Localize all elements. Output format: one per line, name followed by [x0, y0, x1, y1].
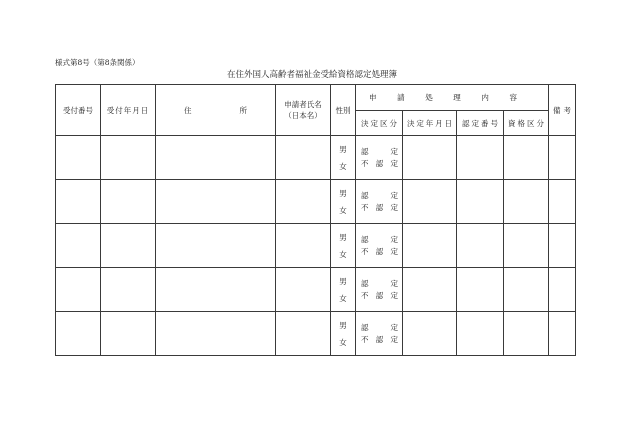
- gender-male-option: 男: [339, 144, 347, 154]
- character: 認: [375, 246, 384, 256]
- decision-date-cell: [403, 268, 457, 312]
- table-row: [56, 224, 576, 268]
- table-row: [56, 180, 576, 224]
- character: 定: [416, 118, 424, 128]
- certification-number-cell: [457, 312, 504, 356]
- decision-certified-option: [361, 146, 398, 158]
- character: 月: [435, 118, 443, 128]
- remarks-cell: [549, 136, 576, 180]
- reception-date-cell: [101, 224, 156, 268]
- character: 定: [390, 323, 398, 332]
- header-applicant-name-note: （日本名）: [284, 111, 322, 120]
- character: 定: [390, 235, 398, 244]
- decision-not-certified-option: [361, 246, 398, 258]
- character: 定: [390, 147, 398, 156]
- reception-number-cell: [56, 268, 101, 312]
- applicant-name-cell: [276, 268, 331, 312]
- character: 分: [389, 118, 397, 128]
- character: 認: [361, 279, 369, 288]
- reception-number-cell: [56, 224, 101, 268]
- gender-cell: [331, 180, 356, 224]
- qualification-category-cell: [504, 136, 549, 180]
- header-application-processing: [356, 85, 549, 111]
- character: 不: [361, 290, 369, 300]
- character: 不: [361, 158, 369, 168]
- header-reception-number: 受付番号: [56, 85, 101, 136]
- character: 認: [361, 191, 369, 200]
- character: 番: [481, 118, 489, 128]
- certification-number-cell: [457, 224, 504, 268]
- character: 区: [527, 118, 535, 128]
- character: 定: [390, 202, 398, 212]
- decision-not-certified-option: [361, 334, 398, 346]
- qualification-category-cell: [504, 268, 549, 312]
- gender-male-option: 男: [339, 232, 347, 242]
- decision-options: [361, 190, 398, 213]
- character: 分: [536, 118, 544, 128]
- gender-male-option: 男: [339, 188, 347, 198]
- gender-options: [331, 317, 355, 351]
- reception-date-cell: [101, 312, 156, 356]
- character: 不: [361, 246, 369, 256]
- character: 所: [239, 105, 247, 115]
- certification-number-cell: [457, 136, 504, 180]
- character: 認: [375, 334, 384, 344]
- gender-female-option: 女: [339, 337, 347, 347]
- decision-date-cell: [403, 312, 457, 356]
- character: 定: [390, 191, 398, 200]
- decision-category-cell: [356, 180, 403, 224]
- gender-options: [331, 229, 355, 263]
- character: 申: [369, 93, 377, 102]
- header-remarks-label: [553, 105, 571, 116]
- qualification-category-cell: [504, 312, 549, 356]
- character: 処: [425, 93, 433, 102]
- gender-options: [331, 185, 355, 219]
- character: 年: [425, 118, 434, 128]
- gender-male-option: 男: [339, 320, 347, 330]
- character: 認: [375, 202, 384, 212]
- decision-not-certified-option: [361, 158, 398, 170]
- header-qualification-category-label: [508, 118, 544, 129]
- reception-date-cell: [101, 268, 156, 312]
- remarks-cell: [549, 312, 576, 356]
- decision-certified-option: [361, 190, 398, 202]
- decision-category-cell: [356, 136, 403, 180]
- header-address-label: [184, 105, 247, 116]
- character: 認: [375, 158, 384, 168]
- decision-not-certified-option: [361, 290, 398, 302]
- header-certification-number: [457, 111, 504, 136]
- remarks-cell: [549, 180, 576, 224]
- applicant-name-cell: [276, 224, 331, 268]
- character: 請: [397, 93, 405, 102]
- character: 備: [553, 105, 561, 115]
- character: 資: [508, 118, 516, 128]
- decision-category-cell: [356, 268, 403, 312]
- document-title: 在住外国人高齢者福祉金受給資格認定処理簿: [226, 70, 397, 80]
- character: 定: [390, 279, 398, 288]
- header-applicant-name-stack: [276, 99, 330, 121]
- certification-register-table: [55, 84, 576, 356]
- applicant-name-cell: [276, 180, 331, 224]
- header-address: [156, 85, 276, 136]
- table-body: [56, 136, 576, 356]
- qualification-category-cell: [504, 180, 549, 224]
- table-header: [56, 85, 576, 136]
- character: 定: [390, 158, 398, 168]
- gender-options: [331, 273, 355, 307]
- decision-options: [361, 146, 398, 169]
- certification-number-cell: [457, 268, 504, 312]
- decision-not-certified-option: [361, 202, 398, 214]
- gender-cell: [331, 268, 356, 312]
- header-certification-number-label: [462, 118, 498, 129]
- character: 認: [361, 147, 369, 156]
- header-gender: 性別: [331, 85, 356, 136]
- character: 認: [375, 290, 384, 300]
- character: 認: [361, 323, 369, 332]
- character: 定: [471, 118, 479, 128]
- header-row-main: [56, 85, 576, 111]
- character: 決: [407, 118, 415, 128]
- header-qualification-category: [504, 111, 549, 136]
- decision-certified-option: [361, 322, 398, 334]
- table-row: [56, 268, 576, 312]
- header-reception-date: 受付年月日: [101, 85, 156, 136]
- qualification-category-cell: [504, 224, 549, 268]
- address-cell: [156, 180, 276, 224]
- table-row: [56, 312, 576, 356]
- character: 定: [390, 334, 398, 344]
- header-decision-category-label: [361, 118, 397, 129]
- reception-date-cell: [101, 136, 156, 180]
- gender-male-option: 男: [339, 276, 347, 286]
- character: 理: [453, 93, 461, 102]
- table-row: [56, 136, 576, 180]
- character: 区: [380, 118, 388, 128]
- character: 認: [462, 118, 470, 128]
- reception-number-cell: [56, 312, 101, 356]
- form-number-label: 様式第8号（第8条関係）: [55, 58, 140, 67]
- character: 定: [390, 290, 398, 300]
- gender-cell: [331, 312, 356, 356]
- address-cell: [156, 312, 276, 356]
- character: 考: [563, 105, 571, 115]
- character: 定: [390, 246, 398, 256]
- address-cell: [156, 136, 276, 180]
- decision-date-cell: [403, 180, 457, 224]
- reception-date-cell: [101, 180, 156, 224]
- decision-date-cell: [403, 136, 457, 180]
- gender-female-option: 女: [339, 293, 347, 303]
- gender-cell: [331, 136, 356, 180]
- header-applicant-name: [276, 85, 331, 136]
- header-applicant-name-label: 申請者氏名: [284, 100, 322, 109]
- character: 容: [509, 93, 517, 102]
- reception-number-cell: [56, 180, 101, 224]
- character: 内: [481, 93, 489, 102]
- header-application-processing-label: [369, 92, 517, 103]
- decision-category-cell: [356, 312, 403, 356]
- reception-number-cell: [56, 136, 101, 180]
- character: 号: [490, 118, 498, 128]
- gender-female-option: 女: [339, 161, 347, 171]
- decision-certified-option: [361, 278, 398, 290]
- certification-number-cell: [457, 180, 504, 224]
- gender-female-option: 女: [339, 249, 347, 259]
- character: 格: [517, 118, 525, 128]
- character: 住: [184, 105, 192, 115]
- gender-options: [331, 141, 355, 175]
- decision-options: [361, 234, 398, 257]
- header-decision-category: [356, 111, 403, 136]
- gender-cell: [331, 224, 356, 268]
- character: 決: [361, 118, 369, 128]
- header-decision-date-label: [407, 118, 452, 129]
- applicant-name-cell: [276, 312, 331, 356]
- header-decision-date: [403, 111, 457, 136]
- address-cell: [156, 224, 276, 268]
- character: 認: [361, 235, 369, 244]
- address-cell: [156, 268, 276, 312]
- remarks-cell: [549, 224, 576, 268]
- character: 日: [444, 118, 452, 128]
- character: 不: [361, 202, 369, 212]
- applicant-name-cell: [276, 136, 331, 180]
- remarks-cell: [549, 268, 576, 312]
- decision-options: [361, 322, 398, 345]
- gender-female-option: 女: [339, 205, 347, 215]
- character: 不: [361, 334, 369, 344]
- decision-options: [361, 278, 398, 301]
- character: 定: [370, 118, 378, 128]
- decision-category-cell: [356, 224, 403, 268]
- decision-certified-option: [361, 234, 398, 246]
- header-remarks: [549, 85, 576, 136]
- decision-date-cell: [403, 224, 457, 268]
